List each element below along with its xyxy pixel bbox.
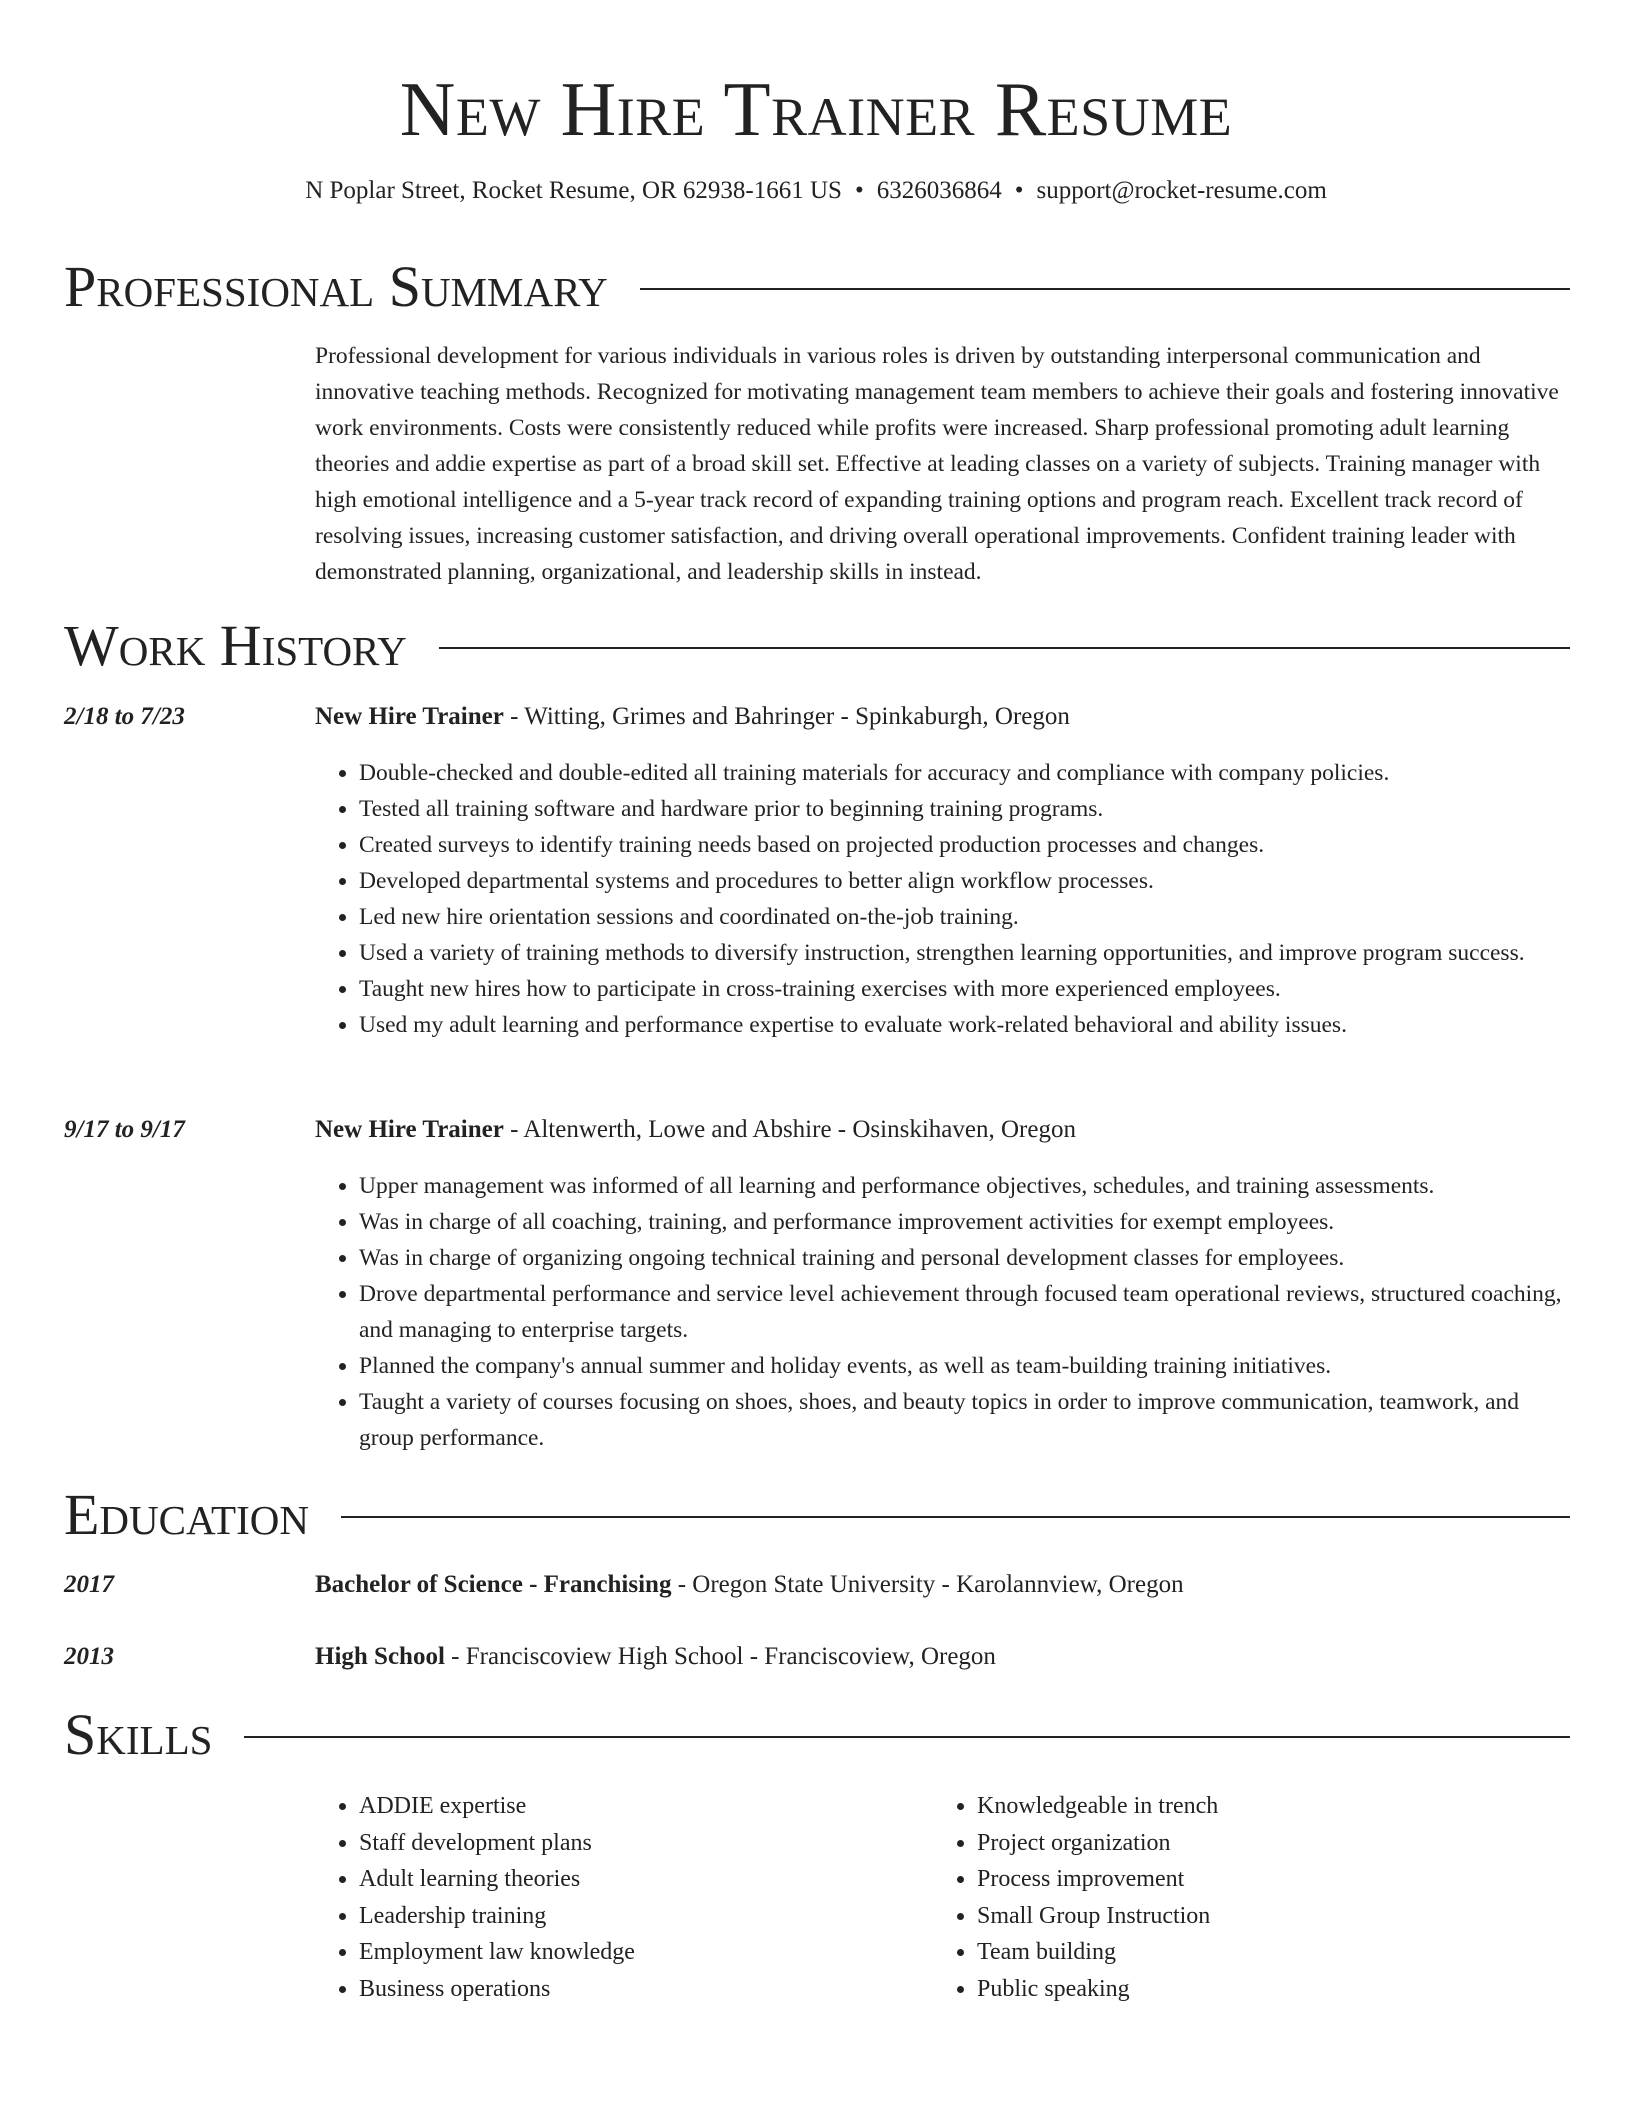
section-title-summary: Professional Summary bbox=[64, 254, 608, 319]
section-title-skills: Skills bbox=[64, 1702, 213, 1767]
education-year: 2013 bbox=[64, 1643, 114, 1670]
section-header-education bbox=[64, 1480, 1570, 1550]
contact-phone: 6326036864 bbox=[876, 177, 1002, 204]
skill-item: • Team building bbox=[977, 1934, 1563, 1971]
skill-item: • Public speaking bbox=[977, 1971, 1563, 2008]
contact-separator: • bbox=[854, 177, 864, 204]
job-bullet: • Taught new hires how to participate in cross-training exercises with more experienced employees. bbox=[359, 971, 1571, 1007]
education-entry bbox=[315, 1640, 1571, 1674]
job-bullet: • Developed departmental systems and procedures to better align workflow processes. bbox=[359, 863, 1571, 899]
skill-item: • Knowledgeable in trench bbox=[977, 1788, 1563, 1825]
contact-address: N Poplar Street, Rocket Resume, OR 62938-1661 US bbox=[305, 177, 842, 204]
job-title: New Hire Trainer bbox=[315, 703, 504, 730]
skill-item: • Adult learning theories bbox=[359, 1861, 915, 1898]
summary-text: Professional development for various individuals in various roles is driven by outstanding interpersonal communication and innovative teaching methods. Recognized for motivating management team members to achieve their goals and fostering innovative work environments. Costs were consistently reduced while profits were increased. Sharp professional promoting adult learning theories and addie expertise as part of a broad skill set. Effective at leading classes on a variety of subjects. Training manager with high emotional intelligence and a 5-year track record of expanding training options and program reach. Excellent track record of resolving issues, increasing customer satisfaction, and driving overall operational improvements. Confident training leader with demonstrated planning, organizational, and leadership skills in instead. bbox=[315, 343, 1559, 585]
section-divider bbox=[640, 288, 1570, 290]
section-title-work-history: Work History bbox=[64, 613, 407, 678]
job-bullet: • Was in charge of organizing ongoing technical training and personal development classes for employees. bbox=[359, 1240, 1571, 1276]
education-degree: Bachelor of Science - Franchising bbox=[315, 1571, 672, 1598]
skill-item: • Process improvement bbox=[977, 1861, 1563, 1898]
job-employer: - Altenwerth, Lowe and Abshire - Osinskihaven, Oregon bbox=[503, 1116, 1076, 1143]
job-bullet: • Drove departmental performance and service level achievement through focused team operational reviews, structured coaching, and managing to enterprise targets. bbox=[359, 1276, 1571, 1348]
education-degree: High School bbox=[315, 1643, 445, 1670]
job-bullet: • Tested all training software and hardware prior to beginning training programs. bbox=[359, 791, 1571, 827]
job-bullets bbox=[315, 755, 1571, 1043]
contact-line bbox=[0, 174, 1632, 208]
section-header-skills bbox=[64, 1700, 1570, 1770]
job-bullet: • Taught a variety of courses focusing on shoes, shoes, and beauty topics in order to improve communication, teamwork, and group performance. bbox=[359, 1384, 1571, 1456]
job-bullet: • Planned the company's annual summer and holiday events, as well as team-building training initiatives. bbox=[359, 1348, 1571, 1384]
skill-item: • Staff development plans bbox=[359, 1825, 915, 1862]
contact-email: support@rocket-resume.com bbox=[1036, 177, 1327, 204]
contact-separator: • bbox=[1014, 177, 1024, 204]
skills-list-left bbox=[315, 1788, 915, 2007]
job-dates: 2/18 to 7/23 bbox=[64, 703, 185, 730]
section-divider bbox=[439, 647, 1570, 649]
job-employer: - Witting, Grimes and Bahringer - Spinkaburgh, Oregon bbox=[503, 703, 1070, 730]
job-bullet: • Led new hire orientation sessions and coordinated on-the-job training. bbox=[359, 899, 1571, 935]
job-bullet: • Was in charge of all coaching, training, and performance improvement activities for exempt employees. bbox=[359, 1204, 1571, 1240]
section-header-work-history bbox=[64, 611, 1570, 681]
resume-title: New Hire Trainer Resume bbox=[399, 66, 1233, 152]
job-bullet: • Created surveys to identify training needs based on projected production processes and changes. bbox=[359, 827, 1571, 863]
job-bullets bbox=[315, 1168, 1571, 1456]
job-dates: 9/17 to 9/17 bbox=[64, 1116, 185, 1143]
skill-item: • Leadership training bbox=[359, 1898, 915, 1935]
education-year: 2017 bbox=[64, 1571, 114, 1598]
skill-item: • Project organization bbox=[977, 1825, 1563, 1862]
section-divider bbox=[244, 1736, 1570, 1738]
job-bullet: • Used a variety of training methods to diversify instruction, strengthen learning opportunities, and improve program success. bbox=[359, 935, 1571, 971]
skill-item: • ADDIE expertise bbox=[359, 1788, 915, 1825]
education-school: - Franciscoview High School - Franciscoview, Oregon bbox=[444, 1643, 996, 1670]
section-divider bbox=[341, 1516, 1570, 1518]
section-header-summary bbox=[64, 252, 1570, 322]
education-entry bbox=[315, 1568, 1571, 1602]
job-title: New Hire Trainer bbox=[315, 1116, 504, 1143]
job-bullet: • Double-checked and double-edited all training materials for accuracy and compliance with company policies. bbox=[359, 755, 1571, 791]
skill-item: • Small Group Instruction bbox=[977, 1898, 1563, 1935]
job-bullet: • Used my adult learning and performance expertise to evaluate work-related behavioral and ability issues. bbox=[359, 1007, 1571, 1043]
job-header bbox=[315, 700, 1571, 734]
job-header bbox=[315, 1113, 1571, 1147]
section-title-education: Education bbox=[64, 1482, 309, 1547]
education-school: - Oregon State University - Karolannview, Oregon bbox=[671, 1571, 1184, 1598]
job-bullet: • Upper management was informed of all learning and performance objectives, schedules, and training assessments. bbox=[359, 1168, 1571, 1204]
skill-item: • Employment law knowledge bbox=[359, 1934, 915, 1971]
skill-item: • Business operations bbox=[359, 1971, 915, 2008]
skills-list-right bbox=[933, 1788, 1563, 2007]
